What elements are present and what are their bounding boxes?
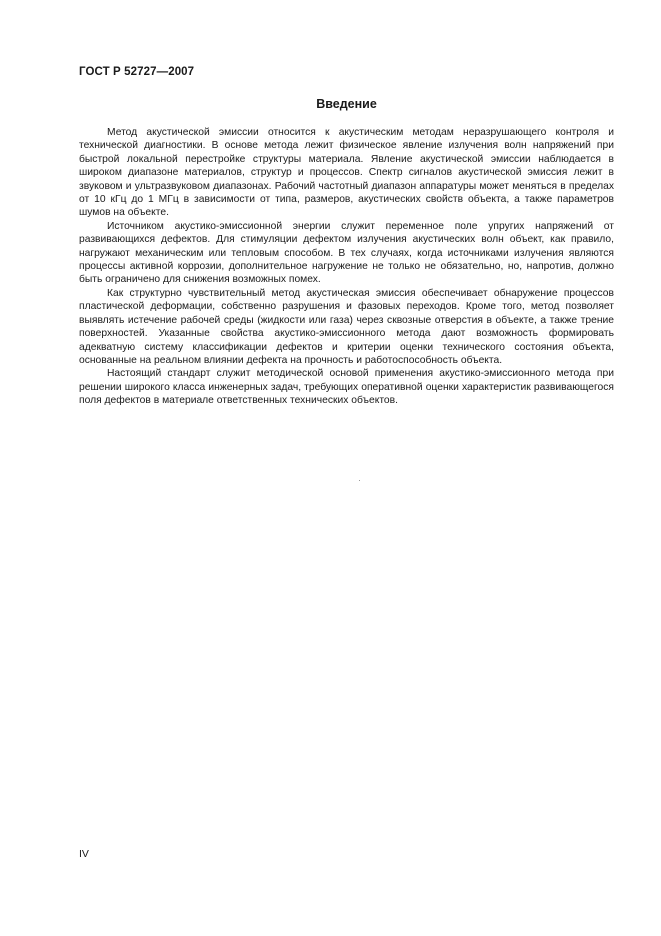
paragraph-4: Настоящий стандарт служит методической основой применения акустико-эмиссионного метода при решении широкого класса инженерных задач, требующих оперативной оценки характеристик развивающегося поля дефектов в материале ответственных технических объектов. xyxy=(79,368,614,407)
paragraph-3: Как структурно чувствительный метод акустическая эмиссия обеспечивает обнаружение процессов пластической деформации, собственно разрушения и фазовых переходов. Кроме того, метод позволяет выявлять истечение рабочей среды (жидкости или газа) через сквозные отверстия в объекте, а также трение поверхностей. Указанные свойства акустико-эмиссионного метода дают возможность формировать адекватную систему классификации дефектов и критерии оценки технического состояния объекта, основанные на реальном влиянии дефекта на прочность и работоспособность объекта. xyxy=(79,287,614,366)
introduction-text xyxy=(79,126,614,408)
section-title: Введение xyxy=(316,97,377,111)
page-number: IV xyxy=(79,848,89,860)
document-code: ГОСТ Р 52727—2007 xyxy=(79,66,195,78)
scan-speck xyxy=(359,480,360,481)
paragraph-1: Метод акустической эмиссии относится к акустическим методам неразрушающего контроля и технической диагностики. В основе метода лежит физическое явление излучения волн напряжений при быстрой локальной перестройке структуры материала. Явление акустической эмиссии наблюдается в широком диапазоне материалов, структур и процессов. Спектр сигналов акустической эмиссия лежит в звуковом и ультразвуковом диапазонах. Рабочий частотный диапазон аппаратуры может меняться в пределах от 10 кГц до 1 МГц в зависимости от типа, размеров, акустических свойств объекта, а также параметров шумов на объекте. xyxy=(79,127,614,219)
paragraph-2: Источником акустико-эмиссионной энергии служит переменное поле упругих напряжений от развивающихся дефектов. Для стимуляции дефектом излучения акустических волн объект, как правило, нагружают механическим или тепловым способом. В тех случаях, когда источниками излучения являются процессы активной коррозии, дополнительное нагружение не только не обязательно, но, напротив, должно быть ограничено для снижения возможных помех. xyxy=(79,220,614,286)
